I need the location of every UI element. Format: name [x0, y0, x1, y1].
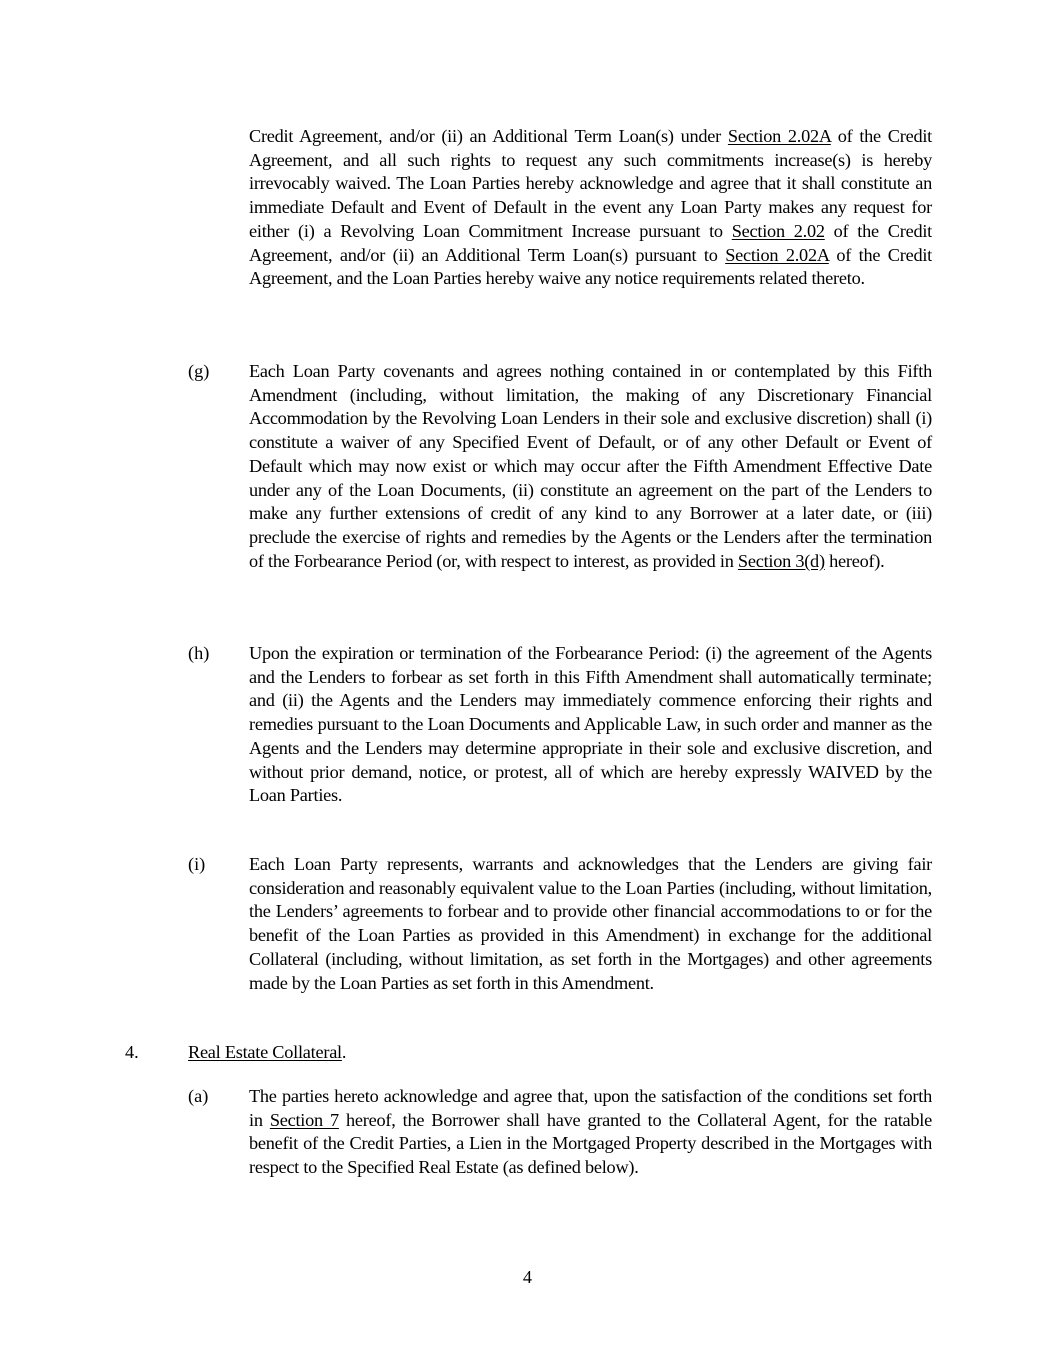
item-i-paragraph: Each Loan Party represents, warrants and acknowledges that the Lenders are giving fair consideration and reasonably equivalent value to the Loan Parties (including, without limitation, the Lenders’ agreements to forbear and to provide other financial accommodations to or for the benefit of the Loan Parties as provided in this Amendment) in exchange for the additional Collateral (including, without limitation, as set forth in the Mortgages) and other agreements made by the Loan Parties as set forth in this Amendment.: [249, 854, 932, 993]
continuation-paragraph: [249, 125, 932, 291]
page-number: 4: [522, 1267, 533, 1287]
section-4-title-suffix: .: [341, 1042, 347, 1062]
item-h-paragraph: Upon the expiration or termination of the Forbearance Period: (i) the agreement of the Agents and the Lenders to forbear as set forth in this Fifth Amendment shall automatically terminate; and (ii) the Agents and the Lenders may immediately commence enforcing their rights and remedies pursuant to the Loan Documents and Applicable Law, in such order and manner as the Agents and the Lenders may determine appropriate in their sole and exclusive discretion, and without prior demand, notice, or protest, all of which are hereby expressly WAIVED by the Loan Parties.: [249, 643, 932, 806]
item-4a-text-1: The parties hereto acknowledge and agree that, upon the satisfaction of the conditions set forth in: [249, 1086, 932, 1130]
item-g-label: (g): [188, 361, 210, 381]
continuation-text-1: Credit Agreement, and/or (ii) an Additional Term Loan(s) under: [249, 126, 728, 146]
section-2-02a-reference-2: Section 2.02A: [725, 244, 829, 265]
item-g-paragraph: [249, 360, 932, 573]
item-g-text-2: hereof).: [824, 550, 885, 571]
item-i-label: (i): [188, 854, 206, 874]
section-2-02-reference: Section 2.02: [731, 220, 825, 241]
section-3d-reference: Section 3(d): [737, 550, 825, 571]
item-4a-text-2: hereof, the Borrower shall have granted to the Collateral Agent, for the ratable benefit of the Credit Parties, a Lien in the Mortgaged Property described in the Mortgages with respect to the Specified Real Estate (as defined below).: [249, 1109, 932, 1178]
section-4-title: Real Estate Collateral: [188, 1042, 342, 1062]
section-2-02a-reference: Section 2.02A: [727, 126, 831, 146]
section-7-reference: Section 7: [269, 1109, 339, 1130]
section-4-heading: [188, 1041, 346, 1065]
section-4-number: 4.: [125, 1042, 139, 1062]
item-4a-paragraph: [249, 1085, 932, 1180]
item-h-label: (h): [188, 643, 210, 663]
continuation-text-4: of the Credit Agreement, and the Loan Parties hereby waive any notice requirements related thereto.: [249, 244, 933, 289]
continuation-text-3: of the Credit Agreement, and/or (ii) an Additional Term Loan(s) pursuant to: [249, 220, 932, 265]
continuation-text-2: of the Credit Agreement, and all such rights to request any such commitments increase(s) is hereby irrevocably waived. The Loan Parties hereby acknowledge and agree that it shall constitute an immediate Default and Event of Default in the event any Loan Party makes any request for either (i) a Revolving Loan Commitment Increase pursuant to: [249, 126, 933, 241]
item-g-text-1: Each Loan Party covenants and agrees nothing contained in or contemplated by this Fifth Amendment (including, without limitation, the making of any Discretionary Financial Accommodation by the Revolving Loan Lenders in their sole and exclusive discretion) shall (i) constitute a waiver of any Specified Event of Default, or of any other Default or Event of Default which may now exist or which may occur after the Fifth Amendment Effective Date under any of the Loan Documents, (ii) constitute an agreement on the part of the Lenders to make any further extensions of credit of any kind to any Borrower at a later date, or (iii) preclude the exercise of rights and remedies by the Agents or the Lenders after the termination of the Forbearance Period (or, with respect to interest, as provided in: [249, 361, 932, 571]
item-4a-label: (a): [188, 1086, 209, 1106]
